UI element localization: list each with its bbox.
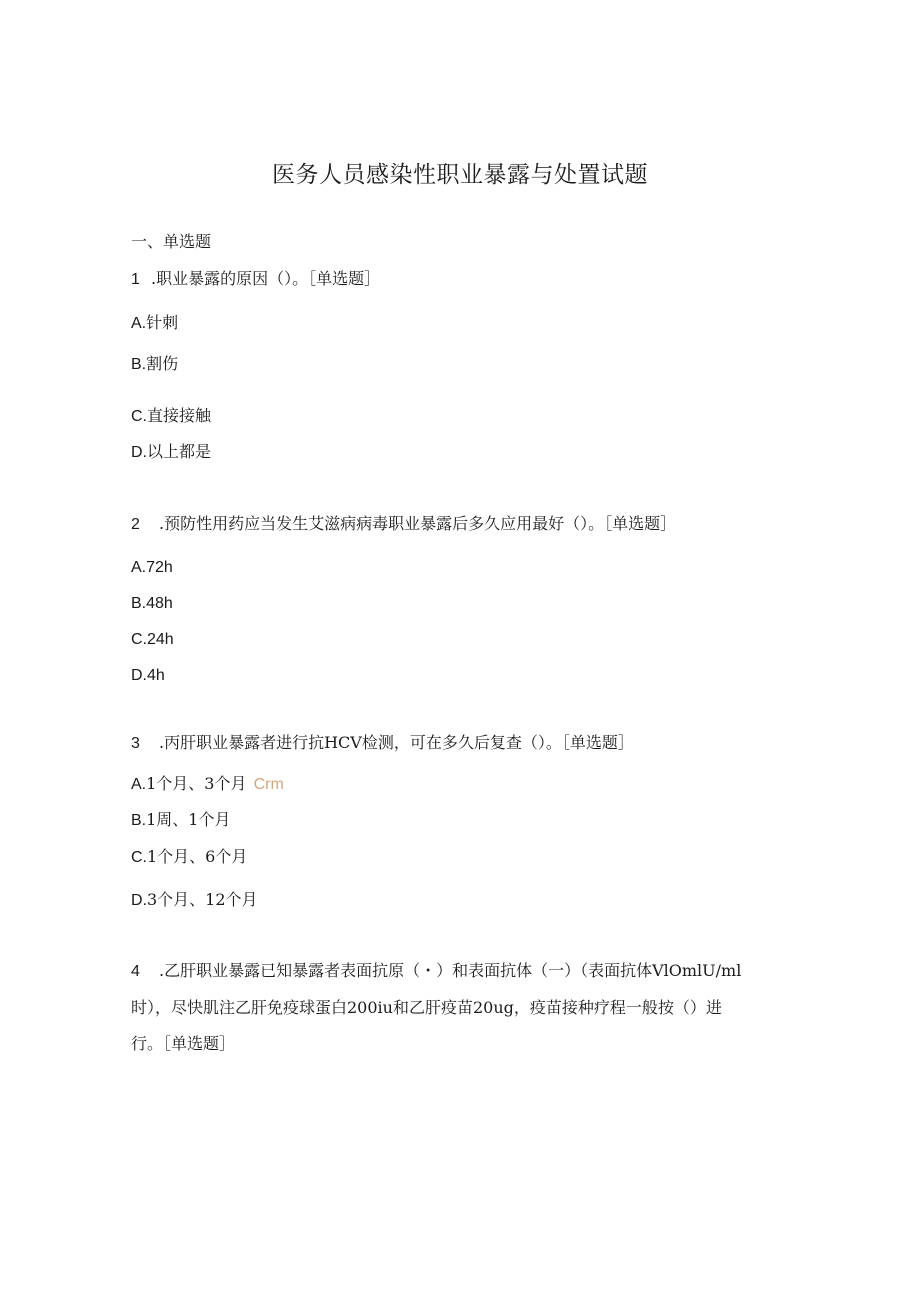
option-letter: A. [131,776,147,793]
option-letter: B. [131,356,147,373]
question-number: 4 [131,963,140,980]
option-text: 1周、1个月 [146,810,231,829]
option-letter: D. [131,667,147,684]
option-3d [131,892,258,909]
option-letter: D. [131,892,147,909]
question-number: 3 [131,735,140,752]
option-text: 4h [147,667,165,684]
question-text: .丙肝职业暴露者进行抗HCV检测，可在多久后复查（）。［单选题］ [159,733,634,752]
option-text: 24h [147,631,174,648]
option-letter: D. [131,444,147,461]
option-1b [131,356,178,373]
stray-mark: Crm [253,776,284,793]
option-3a [131,776,284,793]
question-number: 1 [131,271,140,288]
option-letter: B. [131,595,147,612]
option-1c [131,408,211,425]
option-text: 割伤 [146,354,179,373]
option-text: 1个月、3个月 [146,774,247,793]
option-2d [131,667,165,684]
option-letter: C. [131,631,147,648]
option-text: 直接接触 [147,406,212,425]
question-text-line-1: .乙肝职业暴露已知暴露者表面抗原（・）和表面抗体（一）（表面抗体VlOmlU/ml [159,961,742,980]
option-text: 3个月、12个月 [147,890,258,909]
page-title: 医务人员感染性职业暴露与处置试题 [272,162,648,188]
question-2 [131,516,676,533]
option-text: 48h [146,595,173,612]
question-text: .预防性用药应当发生艾滋病病毒职业暴露后多久应用最好（）。［单选题］ [159,514,677,533]
question-4 [131,963,741,980]
option-2b [131,595,173,612]
question-text: .职业暴露的原因（）。［单选题］ [151,269,381,288]
option-letter: C. [131,849,147,866]
option-text: 针刺 [146,313,179,332]
question-number: 2 [131,516,140,533]
option-2c [131,631,174,648]
option-letter: C. [131,408,147,425]
option-1a [131,315,178,332]
question-4-line-2: 时），尽快肌注乙肝免疫球蛋白200iu和乙肝疫苗20ug，疫苗接种疗程一般按（）进 [131,998,722,1017]
option-2a [131,559,173,576]
question-1 [131,271,380,288]
option-letter: A. [131,559,147,576]
question-4-line-3: 行。［单选题］ [131,1034,236,1053]
option-letter: B. [131,812,147,829]
option-text: 以上都是 [147,442,212,461]
option-letter: A. [131,315,147,332]
question-3 [131,735,634,752]
option-1d [131,444,211,461]
section-heading: 一、单选题 [131,232,212,251]
option-text: 1个月、6个月 [147,847,248,866]
option-text: 72h [146,559,173,576]
option-3b [131,812,231,829]
option-3c [131,849,247,866]
